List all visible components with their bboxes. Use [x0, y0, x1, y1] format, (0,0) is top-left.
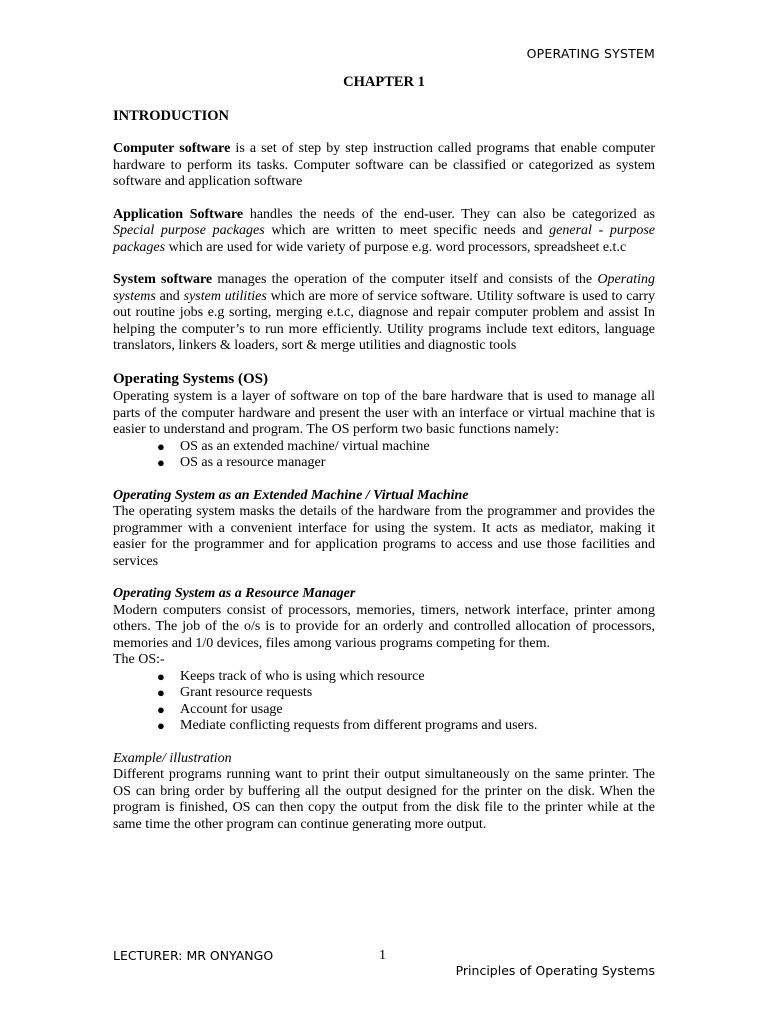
italic-term: system utilities [183, 288, 267, 304]
list-item: ● Mediate conflicting requests from different programs and users. [157, 718, 538, 733]
os-functions-list [113, 439, 655, 472]
os-label: The OS:- [113, 652, 165, 667]
example-heading: Example/ illustration [113, 750, 232, 766]
bullet-icon: ● [157, 718, 165, 733]
paragraph-text: and [155, 288, 184, 304]
extended-machine-heading: Operating System as an Extended Machine / Virtual Machine [113, 487, 469, 503]
bullet-icon: ● [157, 685, 165, 700]
term-system-software: System software [113, 272, 213, 287]
os-section-heading: Operating Systems (OS) [113, 370, 268, 387]
computer-software-paragraph [113, 141, 655, 191]
footer-course: Principles of Operating Systems [455, 963, 655, 978]
paragraph-text: is a set of step by step instruction called programs that enable computer hardware to perform its tasks. Computer software can be classified or categorized as system software and application software [113, 141, 655, 189]
list-item: ● OS as an extended machine/ virtual machine [157, 438, 430, 454]
bullet-icon: ● [157, 438, 165, 454]
bullet-icon: ● [157, 668, 165, 684]
italic-term: Operating systems [113, 272, 655, 304]
paragraph-text: which are used for wide variety of purpose e.g. word processors, spreadsheet e.t.c [165, 239, 627, 255]
paragraph-text: which are more of service software. Utility software is used to carry out routine jobs e.g sorting, merging e.t.c, diagnose and repair computer problem and assist In helping the computer’s to run more efficiently. Utility programs include text editors, language translators, linkers & loaders, sort & merge utilities and diagnostic tools [113, 288, 655, 353]
list-item: ● Grant resource requests [157, 685, 313, 700]
list-item: ● OS as a resource manager [157, 455, 326, 470]
page-number: 1 [379, 948, 386, 963]
extended-machine-paragraph: The operating system masks the details of the hardware from the programmer and provides the programmer with a convenient interface for using the system. It acts as mediator, making it easier for the programmer and for application programs to access and use those facilities and services [113, 504, 655, 569]
italic-term: general - purpose packages [113, 223, 655, 255]
list-item: ● Keeps track of who is using which resource [157, 668, 425, 684]
term-computer-software: Computer software [113, 141, 231, 156]
system-software-paragraph [113, 272, 655, 355]
list-item: ● Account for usage [157, 701, 283, 717]
os-section-paragraph: Operating system is a layer of software on top of the bare hardware that is used to manage all parts of the computer hardware and present the user with an interface or virtual machine that is easier to understand and program. The OS perform two basic functions namely: [113, 389, 655, 437]
application-software-paragraph [113, 207, 655, 257]
page-body [113, 74, 655, 833]
bullet-icon: ● [157, 455, 165, 470]
bullet-icon: ● [157, 701, 165, 717]
introduction-heading: INTRODUCTION [113, 107, 230, 124]
italic-term: Special purpose packages [113, 223, 265, 238]
chapter-title: CHAPTER 1 [343, 74, 425, 90]
running-header: OPERATING SYSTEM [526, 46, 655, 61]
paragraph-text: manages the operation of the computer itself and consists of the [212, 272, 598, 287]
resource-manager-list [113, 669, 655, 735]
resource-manager-paragraph: Modern computers consist of processors, memories, timers, network interface, printer among others. The job of the o/s is to provide for an orderly and controlled allocation of processors, memories and 1/0 devices, files among various programs competing for them. [113, 602, 655, 651]
term-application-software: Application Software [113, 206, 244, 222]
example-paragraph: Different programs running want to print their output simultaneously on the same printer. The OS can bring order by buffering all the output designed for the printer on the disk. When the program is finished, OS can then copy the output from the disk file to the printer while at the same time the other program can continue generating more output. [113, 767, 655, 832]
paragraph-text: which are written to meet specific needs and [264, 223, 550, 238]
footer-lecturer: LECTURER: MR ONYANGO [113, 948, 274, 963]
resource-manager-heading: Operating System as a Resource Manager [113, 586, 356, 601]
paragraph-text: handles the needs of the end-user. They can also be categorized as [243, 206, 655, 222]
